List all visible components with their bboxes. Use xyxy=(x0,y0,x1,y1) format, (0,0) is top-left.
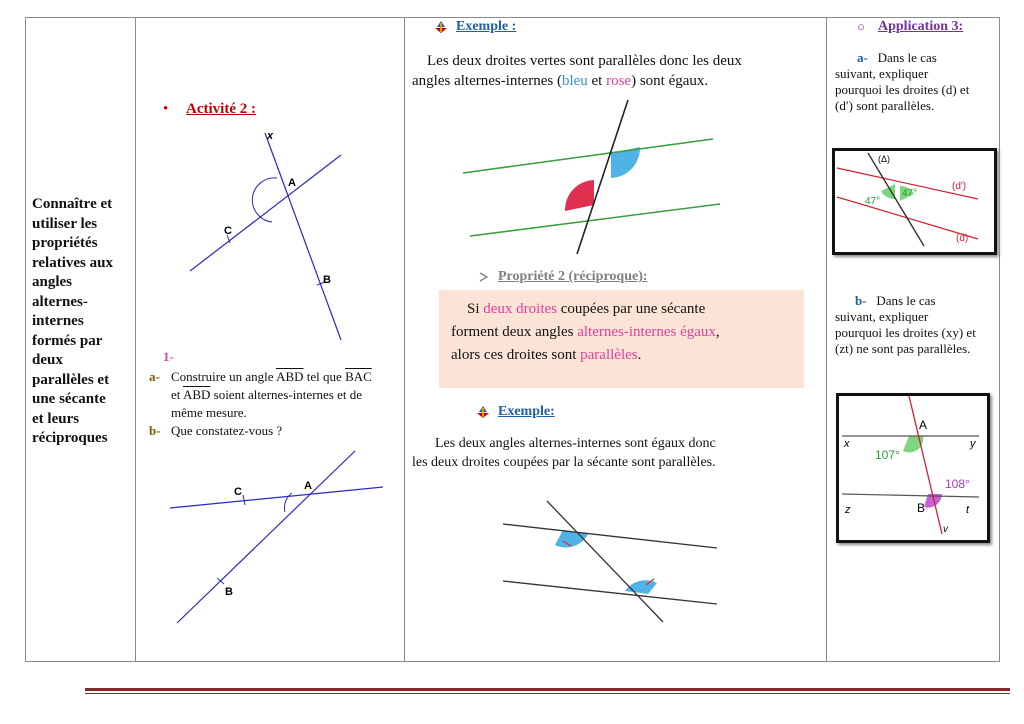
point-label-b: B xyxy=(225,586,233,598)
question-a-label: a- xyxy=(857,50,868,65)
property-title: Propriété 2 (réciproque): xyxy=(498,269,648,284)
objective-line: propriétés xyxy=(32,235,98,251)
point-label-a: A xyxy=(288,177,296,189)
activity-title: Activité 2 : xyxy=(186,101,256,117)
item-a xyxy=(149,369,399,420)
objective-line: utiliser les xyxy=(32,215,98,232)
item-b-label: b- xyxy=(149,423,161,438)
circle-bullet-icon: ○ xyxy=(857,19,865,34)
objective-line: internes xyxy=(32,313,84,329)
point-label-c: C xyxy=(224,225,232,237)
property-box xyxy=(439,290,804,388)
property-line: forment deux angles alternes-internes égaux, xyxy=(451,324,720,340)
question-b: b- Dans le cas suivant, expliquer pourquoi les droites (xy) et (zt) ne sont pas parallèles. xyxy=(835,293,976,356)
angle-abd: $\overline{ABD}$ xyxy=(276,369,304,384)
item-number: 1- xyxy=(163,349,174,364)
angle-label: 47° xyxy=(865,196,881,207)
colored-arrow-icon xyxy=(434,20,448,34)
item-a-text: soient alternes-internes et de xyxy=(213,387,362,402)
item-a-text: et xyxy=(171,387,181,402)
objective-line: formés par xyxy=(32,332,103,349)
figure-b-frame xyxy=(836,393,990,543)
item-a-label: a- xyxy=(149,369,160,384)
chevron-right-icon xyxy=(478,271,490,283)
application-title: Application 3: xyxy=(878,19,964,34)
example-2-title: Exemple: xyxy=(498,404,555,419)
line-label-d-prime: (d′) xyxy=(952,181,967,192)
item-b xyxy=(149,423,283,439)
column-divider xyxy=(135,17,136,662)
line-label-d: (d) xyxy=(956,233,969,244)
line-label-x: x xyxy=(844,438,850,450)
point-label-a: A xyxy=(919,418,928,432)
example-1-title: Exemple : xyxy=(456,19,517,34)
line-label-delta: (Δ) xyxy=(878,154,891,164)
activity-figure-2 xyxy=(165,445,395,630)
objective-line: relatives aux xyxy=(32,254,113,271)
angle-abd: $\overline{ABD}$ xyxy=(182,387,211,402)
word-blue: bleu xyxy=(561,73,588,89)
line-label-z: z xyxy=(845,504,851,516)
item-a-text: même mesure. xyxy=(171,405,247,420)
point-label-x: x xyxy=(267,130,274,142)
point-label-b: B xyxy=(917,501,926,515)
example-2-figure xyxy=(495,495,725,630)
objective-line: une sécante xyxy=(32,391,106,407)
objective-line: angles xyxy=(32,274,73,290)
angle-label: 107° xyxy=(875,448,900,462)
example-1-line: angles alternes-internes (bleu et rose) sont égaux. xyxy=(412,73,709,89)
figure-a xyxy=(835,151,994,252)
property-line: Si deux droites coupées par une sécante xyxy=(467,301,706,317)
item-a-text: tel que xyxy=(306,369,342,384)
objective-line: alternes- xyxy=(32,293,88,310)
objective-line: deux xyxy=(32,352,63,368)
property-line: alors ces droites sont parallèles. xyxy=(451,347,642,363)
word-pink: rose xyxy=(606,73,632,89)
column-divider xyxy=(826,17,827,662)
lesson-objective xyxy=(32,195,128,449)
example-1-line: Les deux droites vertes sont parallèles donc les deux xyxy=(427,53,742,69)
figure-a-frame xyxy=(832,148,997,255)
objective-line: Connaître et xyxy=(32,196,113,212)
line-label-t: t xyxy=(966,504,970,516)
angle-label: 47° xyxy=(902,188,918,199)
example-2-line: les deux droites coupées par la sécante sont parallèles. xyxy=(412,455,716,470)
item-b-text: Que constatez-vous ? xyxy=(171,423,283,438)
footer-rule xyxy=(85,693,1010,694)
question-b-label: b- xyxy=(855,293,867,308)
angle-label: 108° xyxy=(945,477,970,491)
line-label-y: y xyxy=(970,438,976,450)
objective-line: parallèles et xyxy=(32,371,110,388)
line-label-v: v xyxy=(943,524,948,535)
item-a-text: Construire un angle xyxy=(171,369,274,384)
question-a: a- Dans le cas suivant, expliquer pourquoi les droites (d) et (d′) sont parallèles. xyxy=(835,50,970,113)
example-1-figure xyxy=(455,98,735,258)
footer-rule xyxy=(85,688,1010,691)
activity-figure-1 xyxy=(180,125,350,345)
example-2-line: Les deux angles alternes-internes sont égaux donc xyxy=(435,436,716,451)
point-label-c: C xyxy=(234,486,242,498)
bullet-icon: • xyxy=(163,101,169,117)
colored-arrow-icon xyxy=(476,405,490,419)
point-label-a: A xyxy=(304,480,312,492)
figure-b xyxy=(839,396,987,540)
point-label-b: B xyxy=(323,274,331,286)
column-divider xyxy=(404,17,405,662)
objective-line: et leurs xyxy=(32,410,80,427)
objective-line: réciproques xyxy=(32,430,108,446)
angle-bac: $\overline{BAC}$ xyxy=(345,369,372,384)
